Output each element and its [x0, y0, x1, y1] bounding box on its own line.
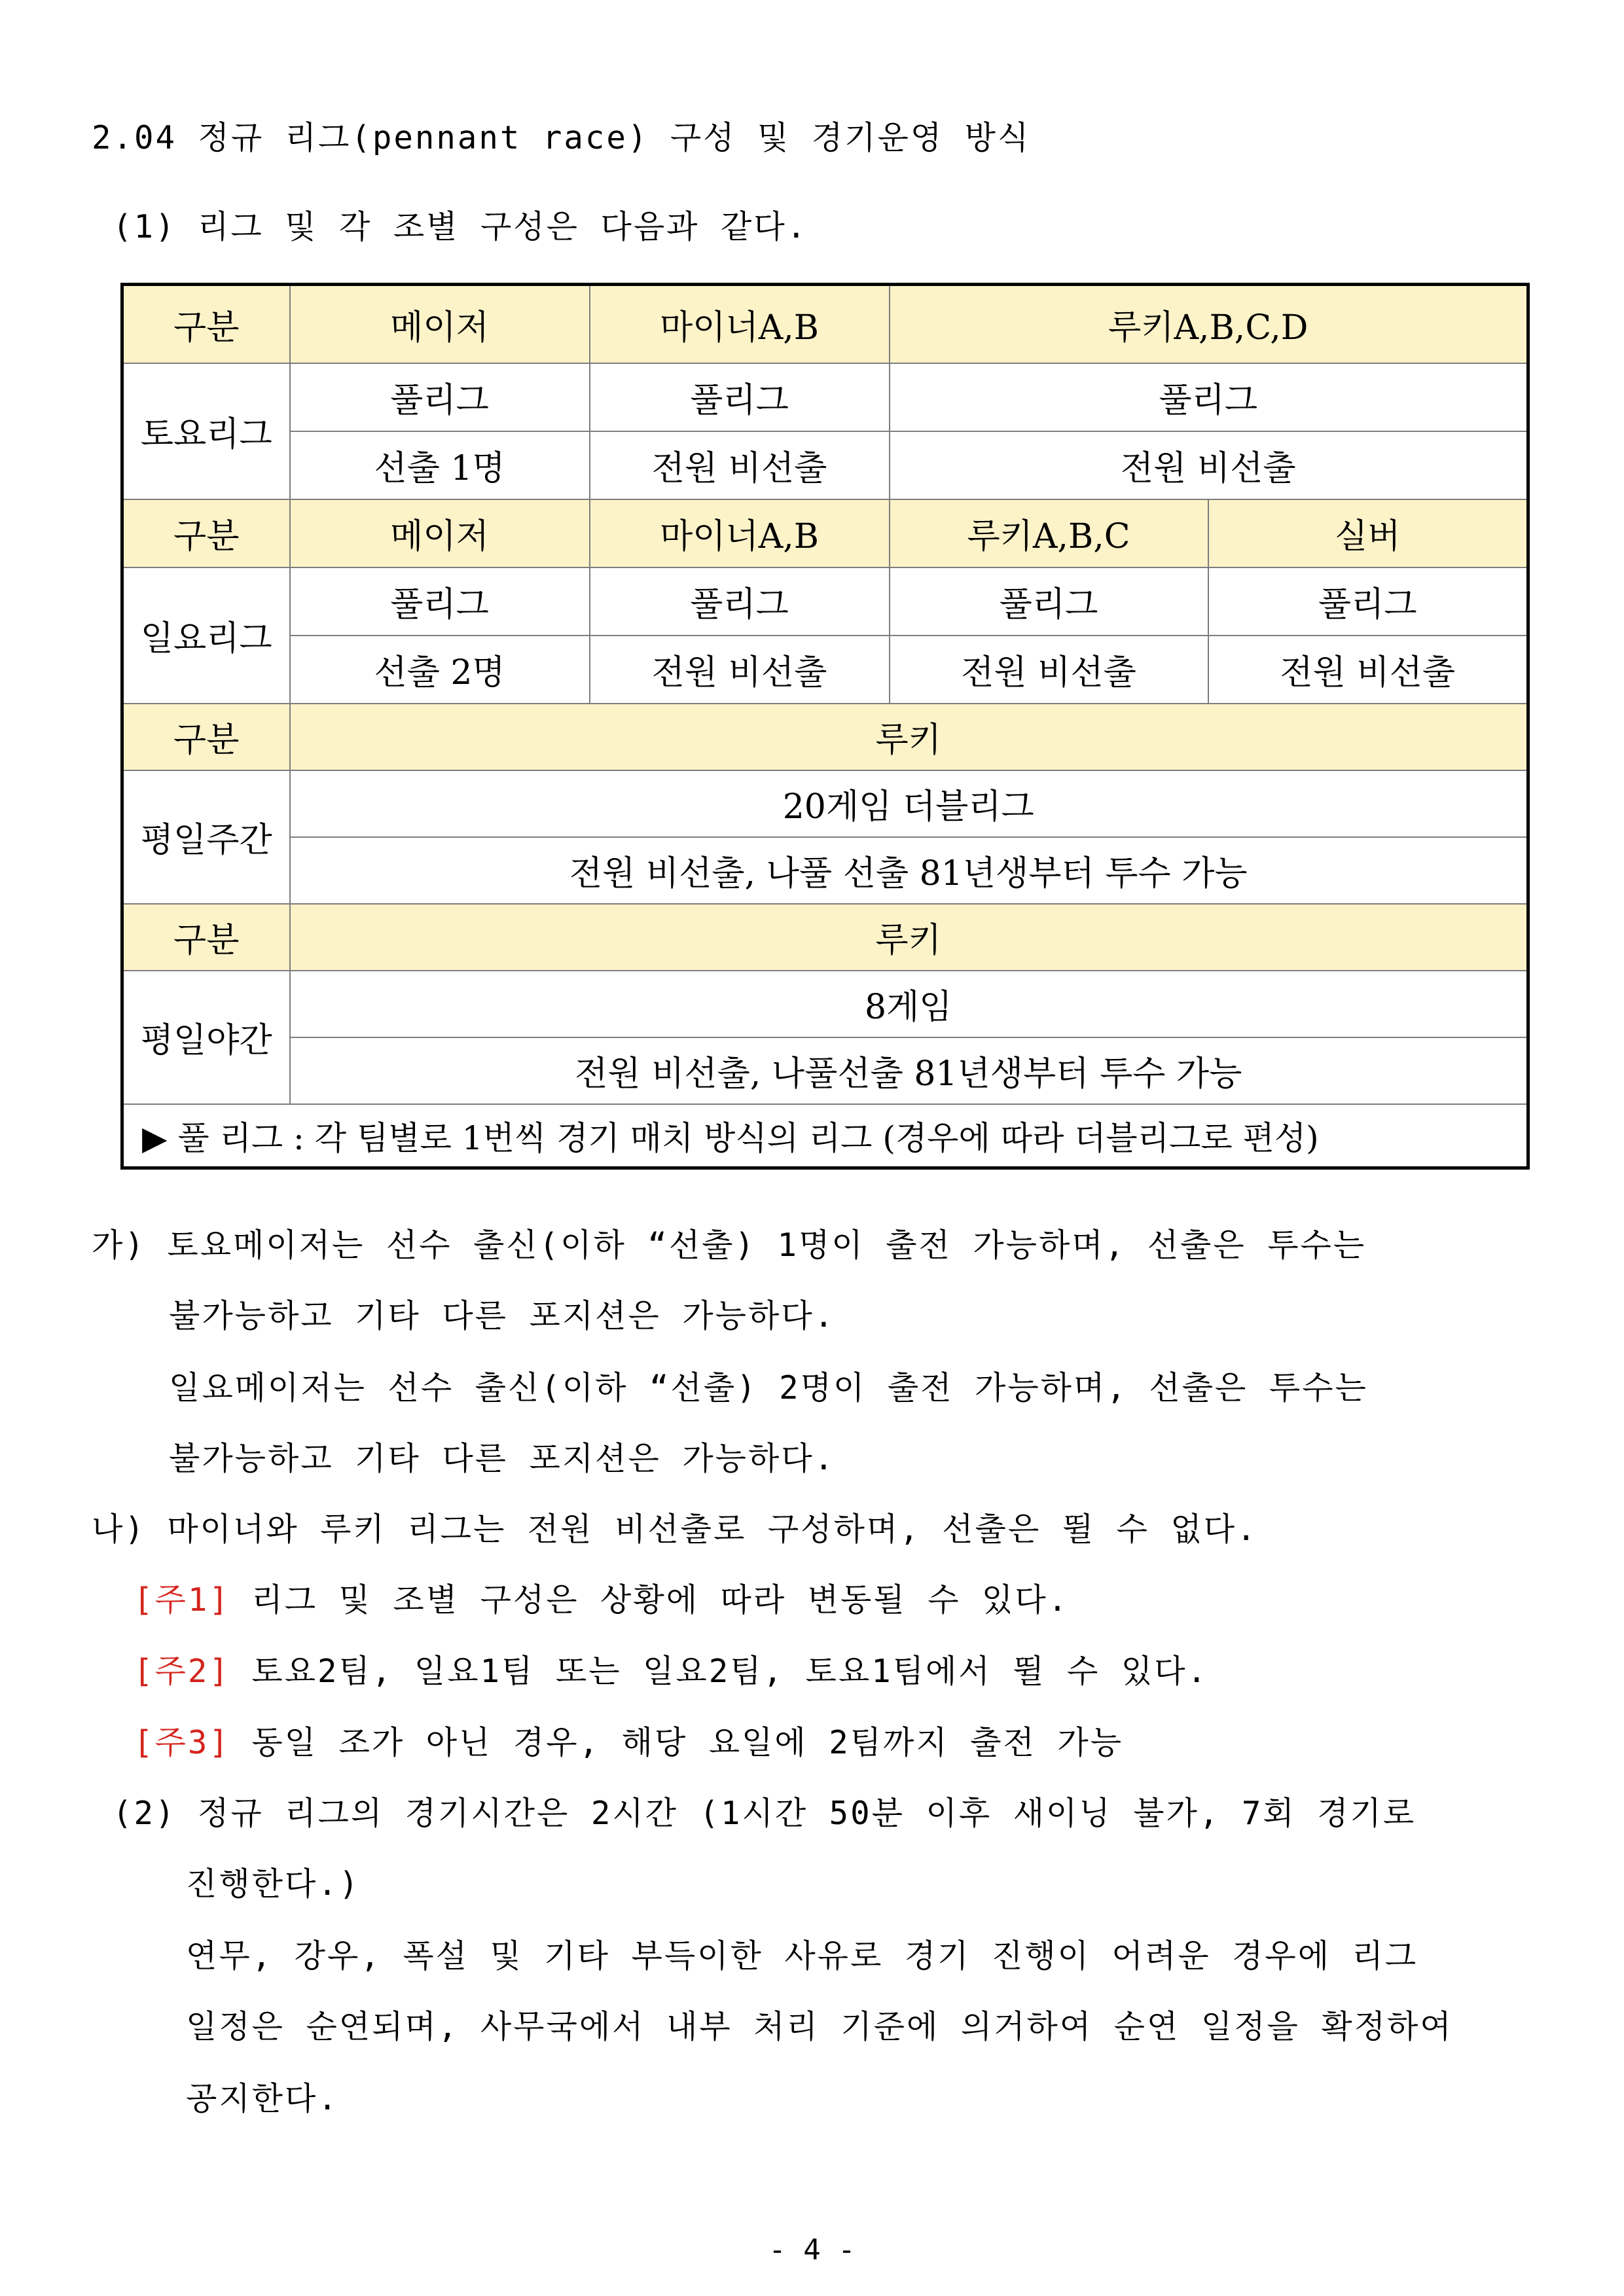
- table-row: [122, 431, 1528, 499]
- header-cell: 메이저: [290, 499, 590, 567]
- item2-line3: 연무, 강우, 폭설 및 기타 부득이한 사유로 경기 진행이 어려운 경우에 리그: [186, 1937, 1418, 1975]
- table-row: [122, 499, 1528, 567]
- para-ga-line3: 일요메이저는 선수 출신(이하 “선출) 2명이 출전 가능하며, 선출은 투수는: [169, 1369, 1368, 1407]
- header-cell: 구분: [122, 904, 290, 971]
- header-cell: 구분: [122, 704, 290, 770]
- note-text: 동일 조가 아닌 경우, 해당 요일에 2팀까지 출전 가능: [251, 1724, 1124, 1761]
- league-name-cell: 평일주간: [122, 770, 290, 904]
- league-name-cell: 토요리그: [122, 363, 290, 499]
- table-row: [122, 636, 1528, 704]
- league-name-cell: 평일야간: [122, 971, 290, 1104]
- table-cell: 풀리그: [590, 363, 890, 431]
- header-cell: 루키A,B,C,D: [890, 285, 1528, 363]
- item1-intro: (1) 리그 및 각 조별 구성은 다음과 같다.: [113, 208, 808, 245]
- table-cell: 8게임: [290, 971, 1528, 1037]
- table-row: [122, 704, 1528, 770]
- header-cell: 메이저: [290, 285, 590, 363]
- note-tag: [주3]: [134, 1724, 230, 1761]
- table-row: [122, 770, 1528, 837]
- header-cell: 루키: [290, 904, 1528, 971]
- table-row: [122, 363, 1528, 431]
- note-text: 토요2팀, 일요1팀 또는 일요2팀, 토요1팀에서 뛸 수 있다.: [251, 1653, 1209, 1690]
- para-ga-line4: 불가능하고 기타 다른 포지션은 가능하다.: [169, 1440, 836, 1477]
- table-note: ▶ 풀 리그 : 각 팀별로 1번씩 경기 매치 방식의 리그 (경우에 따라 더블리그로 편성): [122, 1104, 1528, 1168]
- note-text: 리그 및 조별 구성은 상황에 따라 변동될 수 있다.: [251, 1581, 1070, 1619]
- note-tag: [주2]: [134, 1653, 230, 1690]
- table-row: [122, 1104, 1528, 1168]
- table-cell: 20게임 더블리그: [290, 770, 1528, 837]
- para-ga-line2: 불가능하고 기타 다른 포지션은 가능하다.: [169, 1297, 836, 1335]
- table-row: [122, 837, 1528, 904]
- header-cell: 실버: [1208, 499, 1528, 567]
- table-cell: 전원 비선출, 나풀선출 81년생부터 투수 가능: [290, 1037, 1528, 1104]
- table-row: [122, 285, 1528, 363]
- table-row: [122, 1037, 1528, 1104]
- item2-line1: (2) 정규 리그의 경기시간은 2시간 (1시간 50분 이후 새이닝 불가, 7회 경기로: [113, 1795, 1416, 1832]
- item2-line2: 진행한다.): [186, 1865, 361, 1903]
- table-cell: 풀리그: [290, 567, 590, 636]
- item2-line4: 일정은 순연되며, 사무국에서 내부 처리 기준에 의거하여 순연 일정을 확정하여: [186, 2008, 1453, 2045]
- item2-line5: 공지한다.: [186, 2080, 339, 2117]
- league-name-cell: 일요리그: [122, 567, 290, 704]
- note-tag: [주1]: [134, 1581, 230, 1619]
- para-ga-line1: 가) 토요메이저는 선수 출신(이하 “선출) 1명이 출전 가능하며, 선출은 투수는: [92, 1227, 1367, 1264]
- table-cell: 풀리그: [890, 567, 1208, 636]
- page-number: - 4 -: [768, 2233, 856, 2267]
- header-cell: 구분: [122, 285, 290, 363]
- note-line: [134, 1646, 1208, 1692]
- table-cell: 전원 비선출: [1208, 636, 1528, 704]
- header-cell: 마이너A,B: [590, 499, 890, 567]
- table-row: [122, 904, 1528, 971]
- header-cell: 구분: [122, 499, 290, 567]
- note-line: [134, 1717, 1123, 1763]
- header-cell: 루키: [290, 704, 1528, 770]
- table-cell: 전원 비선출: [890, 636, 1208, 704]
- table-cell: 풀리그: [590, 567, 890, 636]
- table-row: [122, 971, 1528, 1037]
- table-cell: 선출 2명: [290, 636, 590, 704]
- table-cell: 전원 비선출: [590, 431, 890, 499]
- table-cell: 전원 비선출, 나풀 선출 81년생부터 투수 가능: [290, 837, 1528, 904]
- table-cell: 선출 1명: [290, 431, 590, 499]
- header-cell: 루키A,B,C: [890, 499, 1208, 567]
- table-cell: 풀리그: [1208, 567, 1528, 636]
- table-cell: 전원 비선출: [590, 636, 890, 704]
- note-line: [134, 1575, 1069, 1621]
- header-cell: 마이너A,B: [590, 285, 890, 363]
- table-row: [122, 567, 1528, 636]
- table-cell: 풀리그: [890, 363, 1528, 431]
- para-na: 나) 마이너와 루키 리그는 전원 비선출로 구성하며, 선출은 뛸 수 없다.: [92, 1511, 1258, 1548]
- league-table: [120, 283, 1530, 1170]
- table-cell: 풀리그: [290, 363, 590, 431]
- section-title: 2.04 정규 리그(pennant race) 구성 및 경기운영 방식: [92, 119, 1031, 156]
- table-cell: 전원 비선출: [890, 431, 1528, 499]
